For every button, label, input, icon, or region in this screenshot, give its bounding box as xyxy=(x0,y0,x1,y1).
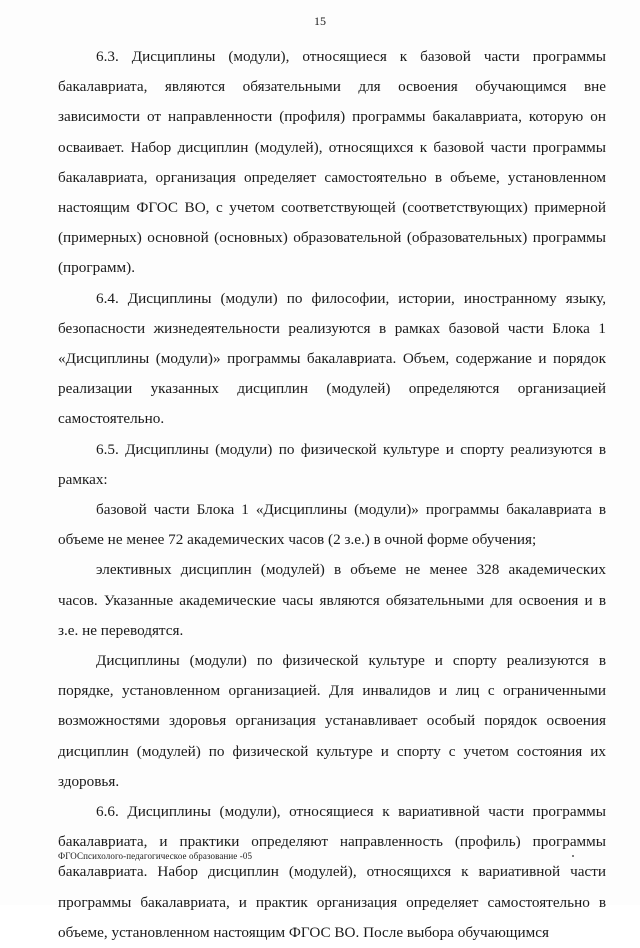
scan-speck xyxy=(572,855,574,857)
paragraph-pe-order: Дисциплины (модули) по физической культуре и спорту реализуются в порядке, установленном организацией. Для инвалидов и лиц с ограниченными возможностями здоровья организация устанавливает особый порядок освоения дисциплин (модулей) по физической культуре и спорту с учетом состояния их здоровья. xyxy=(58,652,606,790)
document-body xyxy=(58,42,606,948)
paragraph-6-6: 6.6. Дисциплины (модули), относящиеся к вариативной части программы бакалавриата, и практики определяют направленность (профиль) программы бакалавриата. Набор дисциплин (модулей), относящихся к вариативной части программы бакалавриата, и практик организация определяет самостоятельно в объеме, установленном настоящим ФГОС ВО. После выбора обучающимся xyxy=(58,803,606,941)
page-number: 15 xyxy=(314,14,326,28)
paragraph-6-3: 6.3. Дисциплины (модули), относящиеся к базовой части программы бакалавриата, являются обязательными для освоения обучающимся вне зависимости от направленности (профиля) программы бакалавриата, которую он осваивает. Набор дисциплин (модулей), относящихся к базовой части программы бакалавриата, организация определяет самостоятельно в объеме, установленном настоящим ФГОС ВО, с учетом соответствующей (соответствующих) примерной (примерных) основной (основных) образовательной (образовательных) программы (программ). xyxy=(58,48,606,277)
paragraph-6-5-elective: элективных дисциплин (модулей) в объеме не менее 328 академических часов. Указанные академические часы являются обязательными для освоения и в з.е. не переводятся. xyxy=(58,561,606,639)
paragraph-6-5-basic-part: базовой части Блока 1 «Дисциплины (модули)» программы бакалавриата в объеме не менее 72 академических часов (2 з.е.) в очной форме обучения; xyxy=(58,501,606,549)
paragraph-6-5: 6.5. Дисциплины (модули) по физической культуре и спорту реализуются в рамках: xyxy=(58,440,606,488)
paragraph-6-4: 6.4. Дисциплины (модули) по философии, истории, иностранному языку, безопасности жизнедеятельности реализуются в рамках базовой части Блока 1 «Дисциплины (модули)» программы бакалавриата. Объем, содержание и порядок реализации указанных дисциплин (модулей) определяются организацией самостоятельно. xyxy=(58,289,606,428)
document-footer: ФГОСпсихолого-педагогическое образование -05 xyxy=(58,851,253,861)
